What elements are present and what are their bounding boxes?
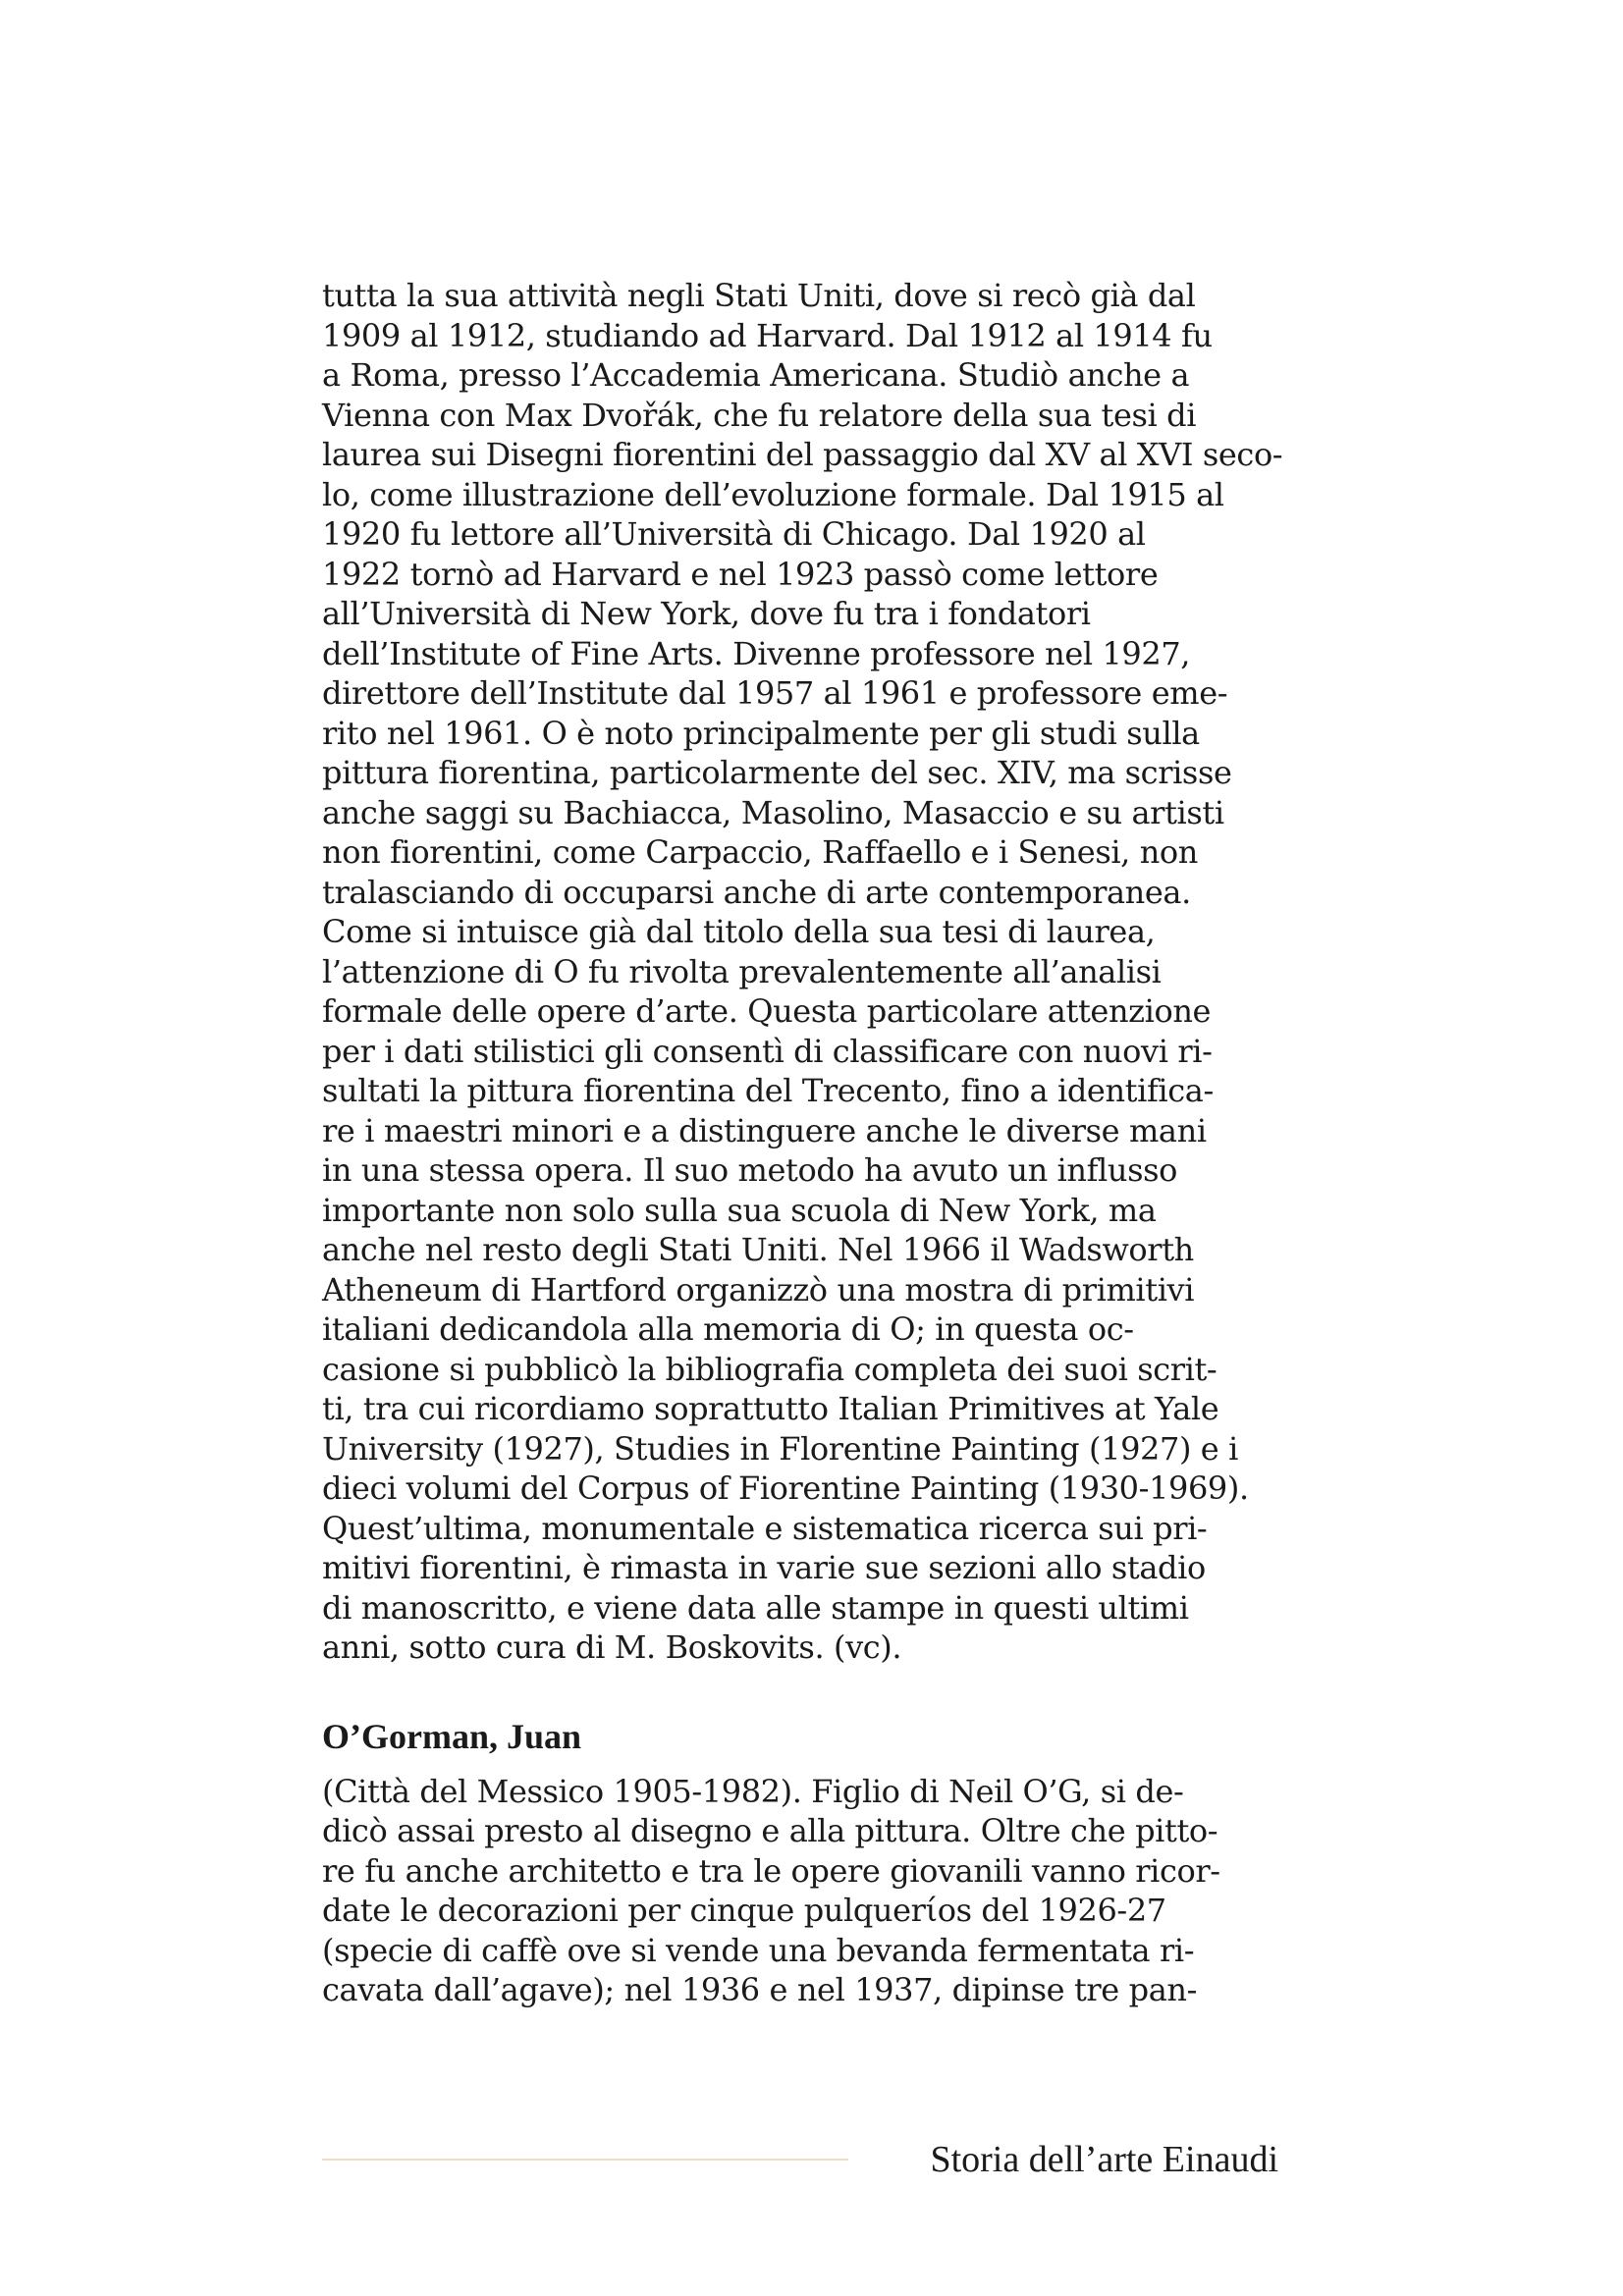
body-line: formale delle opere d’arte. Questa particolare attenzione	[322, 992, 1212, 1030]
footer-title: Storia dell’arte Einaudi	[930, 2139, 1278, 2180]
body-line: casione si pubblicò la bibliografia completa dei suoi scrit-	[322, 1350, 1217, 1388]
body-line: dell’Institute of Fine Arts. Divenne professore nel 1927,	[322, 634, 1191, 672]
body-line: Atheneum di Hartford organizzò una mostra di primitivi	[322, 1270, 1195, 1308]
body-line: importante non solo sulla sua scuola di New York, ma	[322, 1191, 1157, 1229]
body-line: in una stessa opera. Il suo metodo ha avuto un influsso	[322, 1151, 1178, 1189]
body-line: Quest’ultima, monumentale e sistematica ricerca sui pri-	[322, 1509, 1208, 1547]
body-line: re i maestri minori e a distinguere anche le diverse mani	[322, 1111, 1207, 1149]
entry-body	[322, 1772, 1278, 2010]
body-line: non fiorentini, come Carpaccio, Raffaello e i Senesi, non	[322, 833, 1198, 871]
body-line: 1909 al 1912, studiando ad Harvard. Dal 1912 al 1914 fu	[322, 316, 1213, 354]
footer-rule	[322, 2159, 848, 2161]
body-line: a Roma, presso l’Accademia Americana. Studiò anche a	[322, 356, 1190, 394]
body-line: 1922 tornò ad Harvard e nel 1923 passò come lettore	[322, 555, 1159, 593]
body-line: dieci volumi del Corpus of Fiorentine Painting (1930-1969).	[322, 1469, 1249, 1507]
body-line: laurea sui Disegni fiorentini del passaggio dal XV al XVI seco-	[322, 436, 1283, 473]
body-line: cavata dall’agave); nel 1936 e nel 1937, dipinse tre pan-	[322, 1971, 1197, 2008]
body-line: lo, come illustrazione dell’evoluzione formale. Dal 1915 al	[322, 475, 1224, 513]
entry-heading: O’Gorman, Juan	[322, 1716, 582, 1756]
body-line: pittura fiorentina, particolarmente del sec. XIV, ma scrisse	[322, 754, 1232, 791]
text-column	[322, 276, 1283, 2010]
body-line: l’attenzione di O fu rivolta prevalentemente all’analisi	[322, 952, 1162, 990]
body-line: University (1927), Studies in Florentine Painting (1927) e i	[322, 1429, 1238, 1468]
body-line: date le decorazioni per cinque pulquerίos del 1926-27	[322, 1892, 1166, 1929]
body-line: tralasciando di occuparsi anche di arte contemporanea.	[322, 873, 1191, 911]
body-line: italiani dedicandola alla memoria di O; in questa oc-	[322, 1310, 1134, 1348]
body-line: anni, sotto cura di M. Boskovits. (vc).	[322, 1629, 902, 1666]
entry-continued-body	[322, 276, 1283, 1668]
body-line: mitivi fiorentini, è rimasta in varie sue sezioni allo stadio	[322, 1549, 1206, 1586]
body-line: anche nel resto degli Stati Uniti. Nel 1966 il Wadsworth	[322, 1231, 1194, 1268]
body-line: di manoscritto, e viene data alle stampe in questi ultimi	[322, 1588, 1189, 1627]
body-line: re fu anche architetto e tra le opere giovanili vanno ricor-	[322, 1851, 1220, 1890]
body-line: direttore dell’Institute dal 1957 al 1961 e professore eme-	[322, 674, 1228, 712]
body-line: ti, tra cui ricordiamo soprattutto Italian Primitives at Yale	[322, 1390, 1219, 1427]
body-line: 1920 fu lettore all’Università di Chicago. Dal 1920 al	[322, 515, 1146, 553]
body-line: sultati la pittura fiorentina del Trecento, fino a identifica-	[322, 1072, 1214, 1109]
body-line: Come si intuisce già dal titolo della sua tesi di laurea,	[322, 913, 1156, 950]
body-line: rito nel 1961. O è noto principalmente per gli studi sulla	[322, 714, 1200, 752]
body-line: per i dati stilistici gli consentì di classificare con nuovi ri-	[322, 1032, 1213, 1070]
body-line: (Città del Messico 1905-1982). Figlio di Neil O’G, si de-	[322, 1772, 1184, 1810]
body-line: anche saggi su Bachiacca, Masolino, Masaccio e su artisti	[322, 793, 1224, 831]
body-line: dicò assai presto al disegno e alla pittura. Oltre che pitto-	[322, 1812, 1218, 1849]
body-line: Vienna con Max Dvořák, che fu relatore della sua tesi di	[322, 396, 1197, 434]
body-line: tutta la sua attività negli Stati Uniti, dove si recò già dal	[322, 277, 1196, 314]
body-line: all’Università di New York, dove fu tra i fondatori	[322, 595, 1091, 632]
body-line: (specie di caffè ove si vende una bevanda fermentata ri-	[322, 1931, 1195, 1969]
